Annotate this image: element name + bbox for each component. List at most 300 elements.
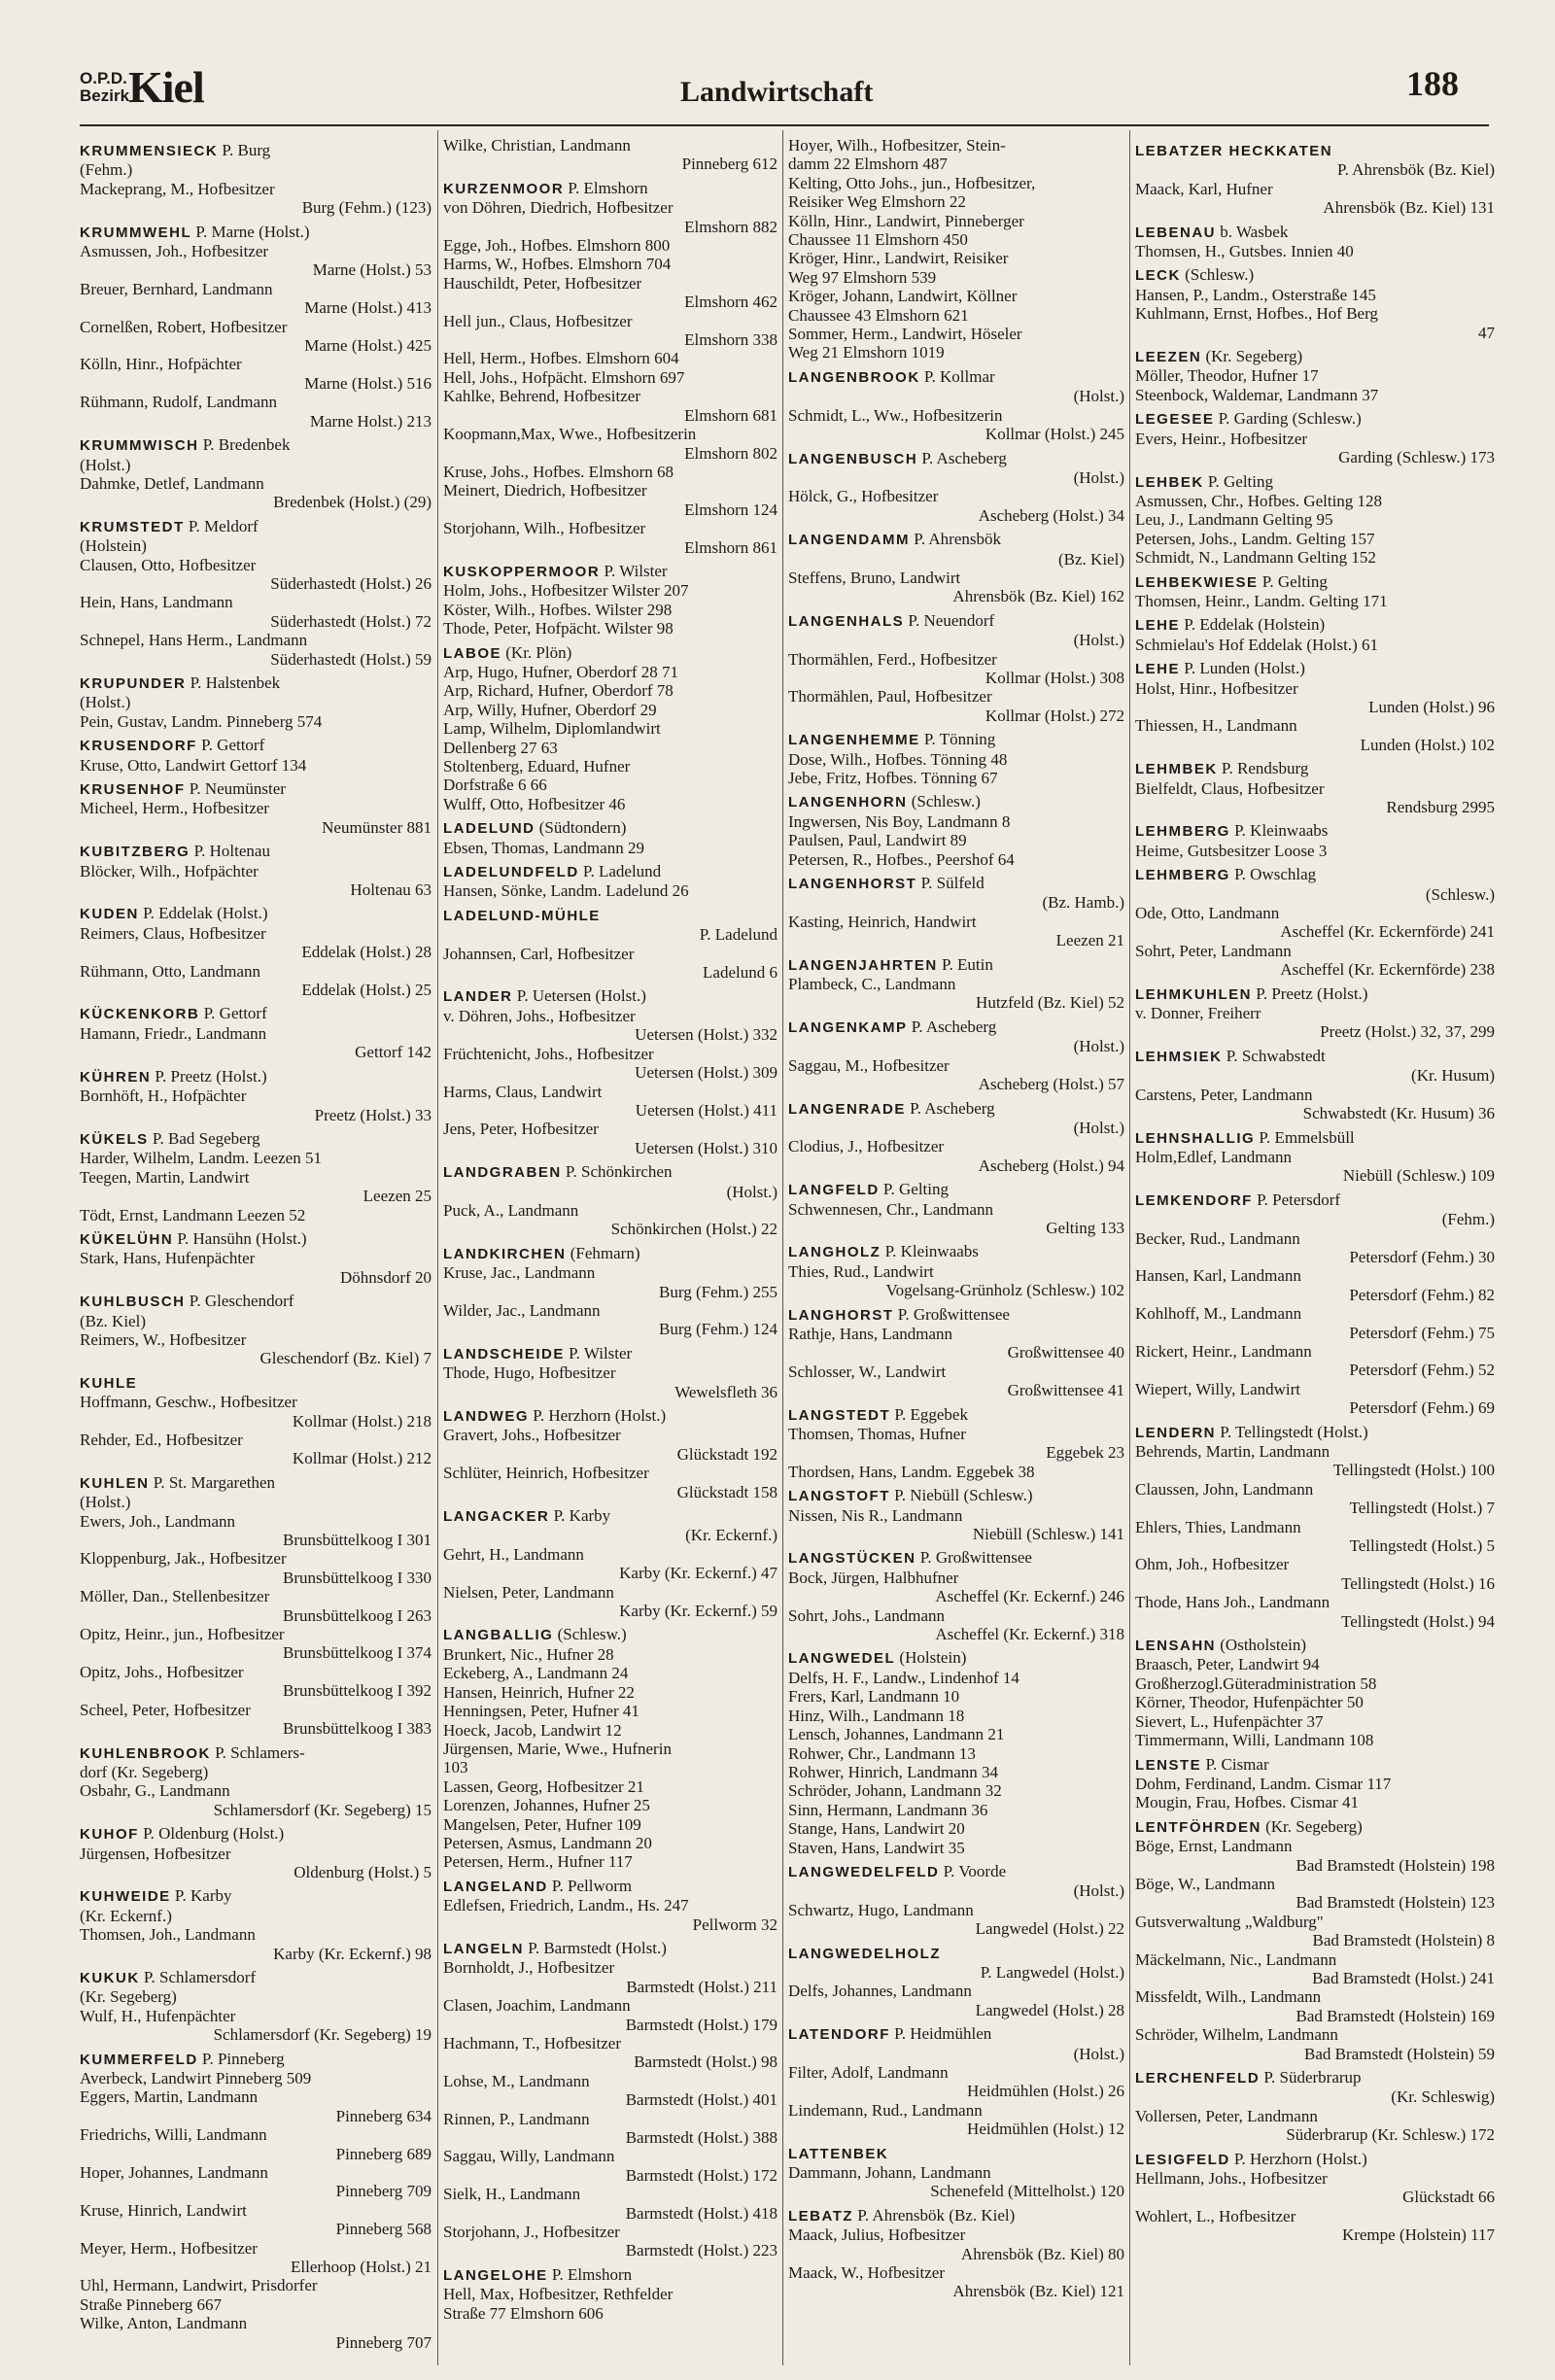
post-office: P. Barmstedt (Holst.) xyxy=(524,1938,667,1957)
post-office: P. Ahrensbök (Bz. Kiel) xyxy=(853,2205,1016,2225)
entry-line: Hoper, Johannes, Landmann xyxy=(80,2163,268,2183)
post-office: P. Halstenbek xyxy=(186,673,281,692)
place-heading xyxy=(1135,572,1495,592)
entry-line: Schnepel, Hans Herm., Landmann xyxy=(80,631,308,650)
entry-line: Niebüll (Schlesw.) 141 xyxy=(972,1525,1124,1544)
directory-entry xyxy=(80,1024,432,1062)
entry-line: Bad Bramstedt (Holstein) 169 xyxy=(1296,2006,1495,2025)
entry-line: Ascheffel (Kr. Eckernförde) 238 xyxy=(1280,960,1495,980)
directory-entry xyxy=(443,481,778,519)
place-heading xyxy=(1135,865,1495,884)
entry-line: Rühmann, Rudolf, Landmann xyxy=(80,393,278,412)
directory-entry xyxy=(1135,1380,1495,1418)
entry-line: Thode, Hugo, Hofbesitzer xyxy=(443,1363,616,1383)
directory-entry xyxy=(1135,530,1495,548)
place-heading xyxy=(1135,265,1495,285)
entry-line: Bad Bramstedt (Holst.) 241 xyxy=(1312,1968,1495,1987)
entry-line: Oldenburg (Holst.) 5 xyxy=(294,1862,432,1881)
post-office: P. Süderbrarup xyxy=(1260,2068,1362,2087)
entry-line: Delfs, Johannes, Landmann xyxy=(788,1982,972,2001)
directory-entry xyxy=(788,1881,1124,1900)
directory-entry xyxy=(80,474,432,512)
entry-line: Heidmühlen (Holst.) 12 xyxy=(967,2120,1124,2139)
place-heading xyxy=(1135,1128,1495,1148)
entry-line: Carstens, Peter, Landmann xyxy=(1135,1085,1313,1104)
directory-entry xyxy=(443,274,778,312)
entry-line: Preetz (Holst.) 32, 37, 299 xyxy=(1320,1022,1495,1042)
entry-line: Elmshorn 861 xyxy=(684,537,778,557)
place-heading xyxy=(1135,1047,1495,1066)
directory-entry xyxy=(80,1663,432,1701)
directory-entry xyxy=(443,1664,778,1682)
entry-line: Stange, Hans, Landwirt 20 xyxy=(788,1819,965,1839)
directory-entry xyxy=(1135,1775,1495,1793)
entry-line: Chaussee 11 Elmshorn 450 xyxy=(788,230,968,250)
entry-line: Holst, Hinr., Hofbesitzer xyxy=(1135,678,1298,698)
place-name: LEHE xyxy=(1135,617,1181,635)
place-name: LANDSCHEIDE xyxy=(443,1345,565,1362)
entry-line: (Holst.) xyxy=(80,1493,131,1512)
directory-entry xyxy=(443,601,778,619)
entry-line: Barmstedt (Holst.) 211 xyxy=(626,1977,778,1996)
post-office: P. Elmshorn xyxy=(547,2264,633,2284)
entry-line: Jürgensen, Marie, Wwe., Hufnerin xyxy=(443,1739,672,1758)
entry-line: Ascheberg (Holst.) 34 xyxy=(978,505,1124,525)
directory-entry xyxy=(788,1963,1124,1982)
directory-entry xyxy=(80,2201,432,2239)
place-name: KUMMERFELD xyxy=(80,2051,198,2068)
entry-line: (Kr. Eckernf.) xyxy=(685,1526,778,1545)
entry-line: Döhnsdorf 20 xyxy=(340,1267,432,1287)
directory-entry xyxy=(1135,1913,1495,1950)
directory-entry xyxy=(1135,242,1495,260)
directory-entry xyxy=(788,1056,1124,1094)
place-name: LANGELN xyxy=(443,1940,524,1957)
entry-line: Storjohann, Wilh., Hofbesitzer xyxy=(443,519,646,538)
post-office: P. Lunden (Holst.) xyxy=(1180,659,1305,678)
entry-line: Claussen, John, Landmann xyxy=(1135,1479,1314,1499)
entry-line: Thordsen, Hans, Landm. Eggebek 38 xyxy=(788,1462,1035,1481)
place-name: LENTFÖHRDEN xyxy=(1135,1818,1261,1836)
place-heading xyxy=(1135,1817,1495,1837)
directory-entry xyxy=(788,1781,1124,1800)
directory-entry xyxy=(443,1545,778,1583)
post-office: P. Schlamers- xyxy=(210,1742,305,1762)
place-heading xyxy=(788,792,1124,811)
entry-line: Petersdorf (Fehm.) 52 xyxy=(1349,1361,1495,1380)
place-heading xyxy=(1135,615,1495,635)
place-name: KUHOF xyxy=(80,1826,139,1844)
place-heading xyxy=(80,1067,432,1087)
entry-line: Glückstadt 158 xyxy=(676,1482,778,1501)
directory-entry xyxy=(788,1569,1124,1606)
entry-line: Möller, Theodor, Hufner 17 xyxy=(1135,366,1319,386)
place-heading xyxy=(443,643,778,663)
place-name: LEBENAU xyxy=(1135,224,1217,241)
directory-entry xyxy=(1135,1712,1495,1731)
header-rule xyxy=(80,124,1489,126)
directory-entry xyxy=(788,1325,1124,1362)
entry-line: Thode, Hans Joh., Landmann xyxy=(1135,1593,1330,1612)
entry-line: Mangelsen, Peter, Hufner 109 xyxy=(443,1814,641,1834)
entry-line: Sohrt, Johs., Landmann xyxy=(788,1605,946,1625)
post-office: P. Holtenau xyxy=(190,842,270,861)
directory-entry xyxy=(788,1606,1124,1644)
place-name: LANGHOLZ xyxy=(788,1244,881,1261)
entry-line: Sievert, L., Hufenpächter 37 xyxy=(1135,1711,1324,1731)
entry-line: Karby (Kr. Eckernf.) 47 xyxy=(619,1564,778,1583)
entry-line: Burg (Fehm.) 124 xyxy=(659,1320,778,1339)
entry-line: Schwartz, Hugo, Landmann xyxy=(788,1900,974,1919)
directory-entry xyxy=(788,136,1124,174)
directory-entry xyxy=(443,581,778,600)
entry-line: Heidmühlen (Holst.) 26 xyxy=(967,2082,1124,2101)
directory-entry xyxy=(788,1725,1124,1743)
entry-line: Großwittensee 40 xyxy=(1007,1343,1124,1362)
entry-line: Holtenau 63 xyxy=(350,880,432,900)
entry-line: Plambeck, C., Landmann xyxy=(788,975,956,994)
entry-line: Weg 21 Elmshorn 1019 xyxy=(788,343,945,362)
entry-line: Schröder, Wilhelm, Landmann xyxy=(1135,2025,1338,2045)
directory-entry xyxy=(443,2110,778,2148)
place-heading xyxy=(788,2206,1124,2225)
directory-entry xyxy=(80,1206,432,1224)
entry-line: (Holstein) xyxy=(80,536,147,556)
entry-line: Edlefsen, Friedrich, Landm., Hs. 247 xyxy=(443,1896,689,1915)
directory-entry xyxy=(80,1493,432,1511)
entry-line: Saggau, M., Hofbesitzer xyxy=(788,1055,950,1075)
directory-entry xyxy=(788,1763,1124,1781)
directory-entry xyxy=(1135,510,1495,529)
entry-line: Tellingstedt (Holst.) 94 xyxy=(1341,1611,1495,1631)
directory-entry xyxy=(443,1583,778,1621)
entry-line: Maack, Julius, Hofbesitzer xyxy=(788,2225,966,2245)
place-name: LADELUND xyxy=(443,820,536,838)
entry-line: Ascheberg (Holst.) 57 xyxy=(978,1075,1124,1094)
post-office: (Ostholstein) xyxy=(1216,1636,1307,1655)
entry-line: Kelting, Otto Johs., jun., Hofbesitzer, xyxy=(788,173,1036,192)
place-name: KÜHREN xyxy=(80,1068,152,1086)
entry-line: Früchtenicht, Johs., Hofbesitzer xyxy=(443,1044,654,1063)
entry-line: Ingwersen, Nis Boy, Landmann 8 xyxy=(788,811,1011,831)
place-name: LANGENHORN xyxy=(788,794,908,811)
place-name: LANGFELD xyxy=(788,1182,880,1199)
entry-line: (Holst.) xyxy=(1073,1037,1124,1056)
entry-line: Kölln, Hinr., Hofpächter xyxy=(80,355,242,374)
post-office: P. Cismar xyxy=(1201,1754,1269,1774)
place-name: LENSTE xyxy=(1135,1756,1202,1774)
entry-line: Körner, Theodor, Hufenpächter 50 xyxy=(1135,1693,1364,1712)
entry-line: Hansen, Sönke, Landm. Ladelund 26 xyxy=(443,881,689,901)
place-name: LANDKIRCHEN xyxy=(443,1245,567,1262)
post-office: P. Tönning xyxy=(919,730,996,749)
entry-line: Elmshorn 124 xyxy=(684,500,778,519)
entry-line: dorf (Kr. Segeberg) xyxy=(80,1762,209,1781)
entry-line: Ahrensbök (Bz. Kiel) 80 xyxy=(960,2244,1124,2263)
entry-line: Gelting 133 xyxy=(1046,1218,1124,1237)
entry-line: Hamann, Friedr., Landmann xyxy=(80,1023,267,1043)
entry-line: Süderhastedt (Holst.) 59 xyxy=(270,649,432,669)
post-office: P. Wilster xyxy=(600,561,668,580)
entry-line: Wilder, Jac., Landmann xyxy=(443,1300,601,1320)
entry-line: Sielk, H., Landmann xyxy=(443,2185,581,2204)
directory-entry xyxy=(443,619,778,638)
post-office: P. Oldenburg (Holst.) xyxy=(138,1824,285,1844)
entry-line: Karby (Kr. Eckernf.) 98 xyxy=(273,1944,432,1963)
entry-line: Petersen, Johs., Landm. Gelting 157 xyxy=(1135,529,1375,548)
place-name: LATTENBEK xyxy=(788,2145,889,2162)
entry-line: Uetersen (Holst.) 309 xyxy=(635,1063,778,1083)
directory-entry xyxy=(80,1781,432,1819)
entry-line: Thomsen, Thomas, Hufner xyxy=(788,1425,966,1443)
directory-entry xyxy=(788,1901,1124,1939)
place-name: LEBATZ xyxy=(788,2207,854,2225)
entry-line: (Holst.) xyxy=(1073,1118,1124,1137)
place-name: KRUMMENSIECK xyxy=(80,143,219,159)
place-name: LEHMBERG xyxy=(1135,823,1230,841)
place-name: LENDERN xyxy=(1135,1424,1217,1441)
entry-line: Harms, W., Hofbes. Elmshorn 704 xyxy=(443,255,672,274)
post-office: P. Pellworm xyxy=(547,1876,633,1895)
directory-entry xyxy=(1135,1210,1495,1228)
directory-entry xyxy=(80,1249,432,1287)
place-name: LANGENHALS xyxy=(788,612,905,630)
entry-line: Hoffmann, Geschw., Hofbesitzer xyxy=(80,1393,297,1412)
entry-line: Averbeck, Landwirt Pinneberg 509 xyxy=(80,2069,312,2087)
entry-line: Köster, Wilh., Hofbes. Wilster 298 xyxy=(443,600,673,619)
entry-line: Dahmke, Detlef, Landmann xyxy=(80,473,264,493)
entry-line: Clodius, J., Hofbesitzer xyxy=(788,1137,945,1156)
entry-line: Pinneberg 568 xyxy=(335,2220,432,2239)
post-office: P. Schwabstedt xyxy=(1222,1046,1326,1065)
directory-entry xyxy=(1135,1555,1495,1593)
directory-entry xyxy=(443,1301,778,1339)
directory-entry xyxy=(788,913,1124,950)
entry-line: Storjohann, J., Hofbesitzer xyxy=(443,2223,620,2242)
directory-entry xyxy=(788,2063,1124,2101)
directory-entry xyxy=(788,387,1124,405)
directory-entry xyxy=(788,1037,1124,1055)
post-office: P. Tellingstedt (Holst.) xyxy=(1216,1422,1368,1441)
entry-line: Bornhöft, H., Hofpächter xyxy=(80,1087,247,1106)
directory-entry xyxy=(1135,1674,1495,1693)
entry-line: Leu, J., Landmann Gelting 95 xyxy=(1135,510,1333,530)
directory-entry xyxy=(443,945,778,983)
entry-line: Brunsbüttelkoog I 263 xyxy=(283,1605,432,1625)
entry-line: Uetersen (Holst.) 411 xyxy=(635,1100,778,1120)
place-heading xyxy=(80,1968,432,1987)
directory-entry xyxy=(1135,1442,1495,1480)
column-divider xyxy=(1129,130,1130,2365)
directory-entry xyxy=(80,924,432,962)
entry-line: Breuer, Bernhard, Landmann xyxy=(80,279,273,298)
directory-entry xyxy=(788,750,1124,769)
entry-line: Arp, Richard, Hufner, Oberdorf 78 xyxy=(443,681,674,701)
entry-line: Ascheffel (Kr. Eckernf.) 246 xyxy=(935,1587,1124,1606)
entry-line: Burg (Fehm.) 255 xyxy=(659,1282,778,1301)
directory-entry xyxy=(788,831,1124,849)
directory-entry xyxy=(1135,160,1495,179)
entry-line: Behrends, Martin, Landmann xyxy=(1135,1442,1330,1461)
entry-line: Burg (Fehm.) (123) xyxy=(301,198,432,218)
entry-line: Elmshorn 882 xyxy=(684,217,778,236)
directory-entry xyxy=(80,355,432,393)
place-heading xyxy=(443,562,778,581)
directory-entry xyxy=(443,881,778,900)
post-office: P. Garding (Schlesw.) xyxy=(1214,409,1362,429)
directory-entry xyxy=(1135,636,1495,654)
entry-line: Ellerhoop (Holst.) 21 xyxy=(291,2258,432,2277)
directory-entry xyxy=(80,393,432,431)
place-heading xyxy=(443,179,778,198)
entry-line: Hoeck, Jacob, Landwirt 12 xyxy=(443,1720,622,1740)
entry-line: Hell, Johs., Hofpächt. Elmshorn 697 xyxy=(443,367,685,387)
entry-line: Pinneberg 634 xyxy=(335,2106,432,2125)
entry-line: Thomsen, Joh., Landmann xyxy=(80,1925,256,1945)
directory-entry xyxy=(443,757,778,795)
entry-line: Becker, Rud., Landmann xyxy=(1135,1228,1300,1248)
directory-entry xyxy=(80,160,432,179)
directory-entry xyxy=(788,1463,1124,1481)
entry-line: Brunkert, Nic., Hufner 28 xyxy=(443,1644,614,1664)
page-number: 188 xyxy=(1406,64,1459,103)
entry-line: Dohm, Ferdinand, Landm. Cismar 117 xyxy=(1135,1774,1392,1793)
directory-entry xyxy=(443,681,778,700)
entry-line: Barmstedt (Holst.) 172 xyxy=(625,2165,778,2185)
directory-entry xyxy=(443,1083,778,1121)
directory-entry xyxy=(1135,492,1495,510)
post-office: P. Schönkirchen xyxy=(561,1162,673,1182)
entry-line: Kollmar (Holst.) 218 xyxy=(292,1411,432,1431)
post-office: P. Gelting xyxy=(879,1180,949,1199)
post-office: (Schlesw.) xyxy=(553,1625,627,1644)
entry-line: Bad Bramstedt (Holstein) 59 xyxy=(1304,2044,1495,2063)
entry-line: Saggau, Willy, Landmann xyxy=(443,2147,615,2166)
place-name: LANGELAND xyxy=(443,1878,548,1895)
entry-line: Clausen, Otto, Hofbesitzer xyxy=(80,555,257,574)
entry-line: Hell, Max, Hofbesitzer, Rethfelder xyxy=(443,2285,674,2304)
place-name: LEHNSHALLIG xyxy=(1135,1129,1256,1147)
post-office: P. Gettorf xyxy=(196,736,265,755)
place-name: KUDEN xyxy=(80,906,139,923)
entry-line: Eggebek 23 xyxy=(1046,1443,1124,1463)
directory-entry xyxy=(443,2185,778,2223)
directory-entry xyxy=(1135,286,1495,304)
entry-line: Ode, Otto, Landmann xyxy=(1135,904,1280,923)
entry-line: Gehrt, H., Landmann xyxy=(443,1544,584,1564)
entry-line: Lohse, M., Landmann xyxy=(443,2071,590,2090)
place-name: LEHBEKWIESE xyxy=(1135,573,1259,591)
entry-line: Vollersen, Peter, Landmann xyxy=(1135,2106,1318,2125)
directory-entry xyxy=(1135,180,1495,218)
directory-entry xyxy=(443,795,778,813)
directory-entry xyxy=(1135,779,1495,817)
place-heading xyxy=(80,1129,432,1149)
directory-entry xyxy=(788,850,1124,869)
entry-line: (Holst.) xyxy=(1073,2044,1124,2063)
entry-line: Ahrensbök (Bz. Kiel) 131 xyxy=(1323,198,1495,218)
entry-line: Gutsverwaltung „Waldburg" xyxy=(1135,1912,1324,1931)
place-name: LADELUND-MÜHLE xyxy=(443,907,601,924)
place-name: KÜCKENKORB xyxy=(80,1006,200,1023)
entry-line: Nissen, Nis R., Landmann xyxy=(788,1505,963,1525)
directory-entry xyxy=(80,2314,432,2352)
entry-line: Dellenberg 27 63 xyxy=(443,738,558,757)
directory-entry xyxy=(443,719,778,757)
directory-entry xyxy=(443,1363,778,1401)
entry-line: Holm, Johs., Hofbesitzer Wilster 207 xyxy=(443,581,689,601)
entry-line: v. Döhren, Johs., Hofbesitzer xyxy=(443,1006,636,1025)
place-name: LANGENRADE xyxy=(788,1100,906,1118)
place-heading xyxy=(788,1548,1124,1568)
post-office: P. Meldorf xyxy=(184,516,259,535)
entry-line: Großherzogl.Güteradministration 58 xyxy=(1135,1673,1377,1693)
post-office: P. Eutin xyxy=(937,954,993,974)
post-office: P. Emmelsbüll xyxy=(1255,1127,1355,1147)
directory-entry xyxy=(1135,592,1495,610)
entry-line: Sommer, Herm., Landwirt, Höseler xyxy=(788,325,1022,344)
entry-line: Barmstedt (Holst.) 223 xyxy=(625,2241,778,2260)
entry-line: (Holst.) xyxy=(1073,467,1124,487)
directory-entry xyxy=(80,1907,432,1925)
place-heading xyxy=(1135,472,1495,492)
entry-line: Egge, Joh., Hofbes. Elmshorn 800 xyxy=(443,236,671,256)
directory-entry xyxy=(788,1506,1124,1544)
entry-line: Petersdorf (Fehm.) 30 xyxy=(1349,1247,1495,1266)
directory-column-2 xyxy=(443,136,778,2362)
post-office: (Kr. Segeberg) xyxy=(1261,1816,1363,1836)
directory-entry xyxy=(443,1896,778,1934)
entry-line: Reisiker Weg Elmshorn 22 xyxy=(788,192,966,212)
directory-entry xyxy=(80,1625,432,1663)
entry-line: Missfeldt, Wilh., Landmann xyxy=(1135,1987,1322,2007)
entry-line: Puck, A., Landmann xyxy=(443,1200,579,1220)
entry-line: Kasting, Heinrich, Handwirt xyxy=(788,912,977,931)
place-heading xyxy=(788,1486,1124,1505)
place-name: LANGWEDEL xyxy=(788,1650,896,1668)
directory-entry xyxy=(788,468,1124,487)
entry-line: Mougin, Frau, Hofbes. Cismar 41 xyxy=(1135,1793,1359,1812)
entry-line: Kollmar (Holst.) 212 xyxy=(292,1449,432,1468)
entry-line: Kölln, Hinr., Landwirt, Pinneberger xyxy=(788,211,1024,230)
entry-line: Paulsen, Paul, Landwirt 89 xyxy=(788,831,967,850)
directory-entry xyxy=(1135,942,1495,980)
directory-entry xyxy=(80,756,432,775)
place-name: LANGENHORST xyxy=(788,876,917,893)
directory-entry xyxy=(788,1200,1124,1238)
entry-line: Lindemann, Rud., Landmann xyxy=(788,2100,983,2120)
entry-line: Thode, Peter, Hofpächt. Wilster 98 xyxy=(443,619,674,638)
entry-line: Rathje, Hans, Landmann xyxy=(788,1324,953,1343)
place-name: KRUPUNDER xyxy=(80,674,187,692)
entry-line: Böge, Ernst, Landmann xyxy=(1135,1837,1293,1856)
entry-line: Kollmar (Holst.) 308 xyxy=(985,668,1124,687)
directory-entry xyxy=(80,318,432,356)
entry-line: Ascheberg (Holst.) 94 xyxy=(978,1156,1124,1175)
directory-entry xyxy=(443,925,778,944)
directory-entry xyxy=(1135,2025,1495,2063)
directory-entry xyxy=(788,1119,1124,1137)
entry-line: Elmshorn 802 xyxy=(684,443,778,463)
entry-line: Mackeprang, M., Hofbesitzer xyxy=(80,179,275,198)
entry-line: Petersdorf (Fehm.) 75 xyxy=(1349,1323,1495,1342)
entry-line: Schönkirchen (Holst.) 22 xyxy=(610,1220,778,1239)
directory-entry xyxy=(1135,1518,1495,1556)
place-name: LEHE xyxy=(1135,661,1181,678)
directory-entry xyxy=(80,180,432,218)
entry-line: Schlüter, Heinrich, Hofbesitzer xyxy=(443,1464,649,1483)
entry-line: Thies, Rud., Landwirt xyxy=(788,1261,934,1281)
